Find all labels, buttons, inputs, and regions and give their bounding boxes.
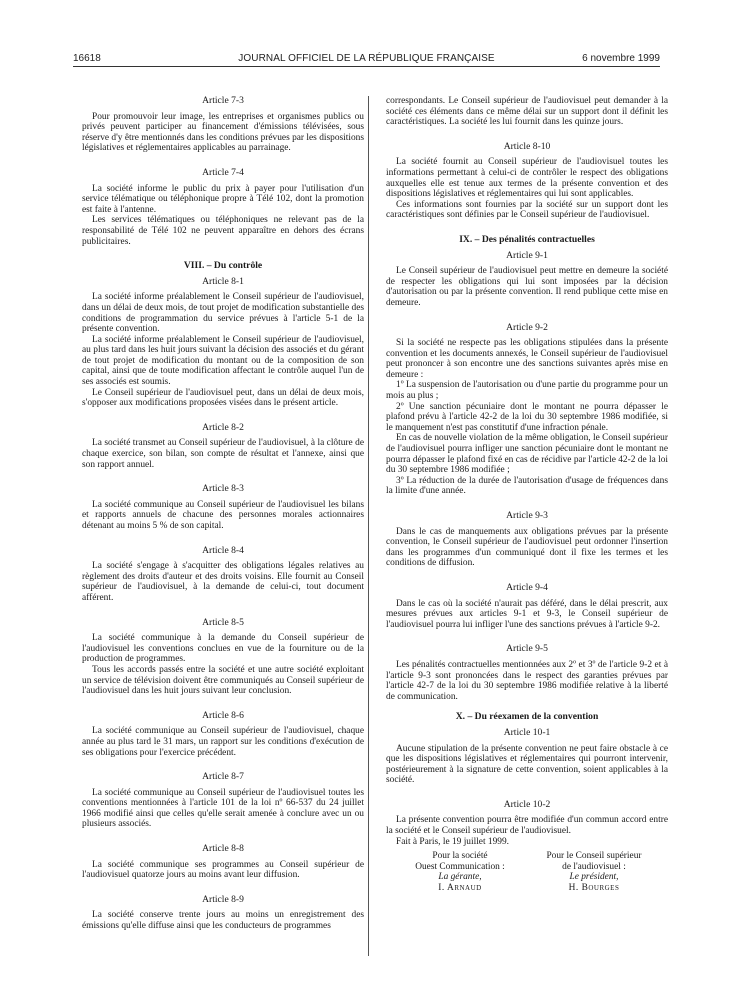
article-9-2-para-4: En cas de nouvelle violation de la même obligation, le Conseil supérieur de l'audiovisuel pourra infliger une sanction pécuniaire dont le montant ne pourra dépasser le plafond fixé en cas de récidive par l'article 42-2 de la loi du 30 septembre 1986 modifiée ; [386,433,668,476]
signing-place-date: Fait à Paris, le 19 juillet 1999. [396,836,510,847]
signature-csa-line-1: Pour le Conseil supérieur [546,851,642,862]
article-9-1-para-1: Le Conseil supérieur de l'audiovisuel peut mettre en demeure la société de respecter les obligations qui lui sont imposées par la décision d'autorisation ou par la présente convention. Il rend publique cette mise en demeure. [386,266,668,308]
article-8-10-para-2: Ces informations sont fournies par la société sur un support dont les caractéristiques sont définies par le Conseil supérieur de l'audiovisuel. [386,199,668,221]
signature-block [386,851,668,893]
article-8-9-para-1: La société conserve trente jours au moins un enregistrement des émissions qu'elle diffuse ainsi que les conducteurs de programmes [82,910,364,932]
article-7-4-para-1: La société informe le public du prix à payer pour l'utilisation d'un service télématique ou téléphonique propre à Télé 102, dont la promotion est faite à l'antenne. [82,183,364,215]
article-9-2-para-1: Si la société ne respecte pas les obligations stipulées dans la présente convention et les documents annexés, le Conseil supérieur de l'audiovisuel peut prononcer à son encontre une des sanctions suivantes après mise en demeure : [386,338,668,380]
article-9-4-title: Article 9-4 [506,581,548,593]
article-9-3-title: Article 9-3 [506,510,548,521]
article-10-2-para-1: La présente convention pourra être modifiée d'un commun accord entre la société et le Conseil supérieur de l'audiovisuel. [386,815,668,837]
article-9-5-title: Article 9-5 [506,643,548,655]
article-8-1-para-2: La société informe préalablement le Conseil supérieur de l'audiovisuel, au plus tard dans les huit jours suivant la décision des associés et du gérant de tout projet de modification du montant ou de la composition de son capital, ainsi que de toute modification affectant le contrôle auquel l'un de ses associés est soumis. [82,334,364,388]
article-9-4-para-1: Dans le cas où la société n'aurait pas déféré, dans le délai prescrit, aux mesures prévues aux articles 9-1 et 9-3, le Conseil supérieur de l'audiovisuel pourra lui infliger l'une des sanctions prévues à l'article 9-2. [386,598,668,630]
article-8-4-title: Article 8-4 [202,544,244,556]
article-8-5-title: Article 8-5 [202,616,244,628]
signature-company-role: La gérante, [438,872,482,883]
article-9-2-para-3: 2º Une sanction pécuniaire dont le montant ne pourra dépasser le plafond prévu à l'article 42-2 de la loi du 30 septembre 1986 modifiée, si le manquement n'est pas constitutif d'une infraction pénale. [386,401,668,433]
article-8-3-title: Article 8-3 [202,483,244,495]
article-7-4-para-2: Les services télématiques ou téléphoniques ne relevant pas de la responsabilité de Télé 102 ne peuvent apparaître en dehors des écrans publicitaires. [82,215,364,247]
continued-paragraph: correspondants. Le Conseil supérieur de l'audiovisuel peut demander à la société ces éléments dans ce même délai sur un support dont il définit les caractéristiques. La société les lui fournit dans les quinze jours. [386,96,668,128]
article-9-1-title: Article 9-1 [506,249,548,261]
article-8-10-para-1: La société fournit au Conseil supérieur de l'audiovisuel toutes les informations permettant à celui-ci de contrôler le respect des obligations auxquelles elle est tenue aux termes de la présente convention et des dispositions législatives et réglementaires qui lui sont applicables. [386,157,668,200]
signature-csa-line-2: de l'audiovisuel : [562,861,626,872]
article-8-1-para-1: La société informe préalablement le Conseil supérieur de l'audiovisuel, dans un délai de deux mois, de tout projet de modification substantielle des conditions de programmation du service prévues à l'article 5-1 de la présente convention. [82,292,364,335]
left-column [82,96,364,932]
article-9-2-title: Article 9-2 [506,321,548,333]
signature-company-line-2: Ouest Communication : [415,861,505,872]
article-10-1-para-1: Aucune stipulation de la présente convention ne peut faire obstacle à ce que les dispositions législatives et réglementaires qui pourront intervenir, postérieurement à la signature de cette convention, soient applicables à la société. [386,743,668,786]
article-8-8-para-1: La société communique ses programmes au Conseil supérieur de l'audiovisuel quatorze jours au moins avant leur diffusion. [82,859,364,881]
article-8-4-para-1: La société s'engage à s'acquitter des obligations légales relatives au règlement des droits d'auteur et des droits voisins. Elle fournit au Conseil supérieur de l'audiovisuel, à la demande de celui-ci, tout document afférent. [82,561,364,603]
column-divider [368,96,369,956]
signature-company-line-1: Pour la société [432,851,488,862]
article-8-5-para-1: La société communique à la demande du Conseil supérieur de l'audiovisuel les conventions conclues en vue de la fourniture ou de la production de programmes. [82,633,364,665]
article-7-3-para-1: Pour promouvoir leur image, les entreprises et organismes publics ou privés peuvent participer au financement d'émissions télévisées, sous réserve d'y être mentionnés dans les conditions prévues par les dispositions législatives et réglementaires applicables au parrainage. [82,111,364,154]
right-column [386,96,668,894]
signature-company [400,851,520,893]
article-10-1-title: Article 10-1 [503,726,551,738]
article-7-4-title: Article 7-4 [202,166,244,178]
signature-csa [534,851,654,893]
article-8-8-title: Article 8-8 [202,843,244,855]
section-9-heading: IX. – Des pénalités contractuelles [459,233,595,245]
article-8-1-title: Article 8-1 [202,275,244,287]
journal-title: JOURNAL OFFICIEL DE LA RÉPUBLIQUE FRANÇAISE [238,53,495,64]
article-9-5-para-1: Les pénalités contractuelles mentionnées aux 2º et 3º de l'article 9-2 et à l'article 9-3 sont prononcées dans le respect des garanties prévues par l'article 42-7 de la loi du 30 septembre 1986 modifiée relative à la liberté de communication. [386,659,668,702]
page-number: 16618 [73,53,101,64]
article-9-2-para-2: 1º La suspension de l'autorisation ou d'une partie du programme pour un mois au plus ; [386,380,668,402]
issue-date: 6 novembre 1999 [582,53,660,64]
section-10-heading: X. – Du réexamen de la convention [455,711,599,723]
article-8-5-para-2: Tous les accords passés entre la société et une autre société exploitant un service de télévision doivent être communiqués au Conseil supérieur de l'audiovisuel dans les huit jours suivant leur conclusion. [82,664,364,697]
article-8-3-para-1: La société communique au Conseil supérieur de l'audiovisuel les bilans et rapports annuels de chacune des personnes morales actionnaires détenant au moins 5 % de son capital. [82,499,364,531]
signature-csa-name: H. Bourges [568,883,620,894]
article-8-2-para-1: La société transmet au Conseil supérieur de l'audiovisuel, à la clôture de chaque exercice, son bilan, son compte de résultat et l'annexe, ainsi que son rapport annuel. [82,438,364,470]
article-8-2-title: Article 8-2 [202,421,244,433]
article-8-10-title: Article 8-10 [503,140,551,152]
article-9-2-para-5: 3º La réduction de la durée de l'autorisation d'usage de fréquences dans la limite d'une année. [386,475,668,497]
article-8-7-para-1: La société communique au Conseil supérieur de l'audiovisuel toutes les conventions mentionnées à l'article 101 de la loi nº 66-537 du 24 juillet 1966 modifié ainsi que celles qu'elle serait amenée à conclure avec un ou plusieurs associés. [82,787,364,830]
article-8-6-para-1: La société communique au Conseil supérieur de l'audiovisuel, chaque année au plus tard le 31 mars, un rapport sur les conditions d'exécution de ses obligations pour l'exercice précédent. [82,726,364,758]
article-8-6-title: Article 8-6 [202,709,244,721]
signature-company-name: I. Arnaud [438,883,482,894]
section-8-heading: VIII. – Du contrôle [183,260,263,272]
signature-csa-role: Le président, [569,872,619,883]
article-8-9-title: Article 8-9 [202,893,244,905]
article-9-3-para-1: Dans le cas de manquements aux obligations prévues par la présente convention, le Conseil supérieur de l'audiovisuel peut ordonner l'insertion dans les programmes d'un communiqué dont il fixe les termes et les conditions de diffusion. [386,526,668,569]
article-8-7-title: Article 8-7 [202,771,244,783]
header-rule [73,66,660,67]
article-8-1-para-3: Le Conseil supérieur de l'audiovisuel peut, dans un délai de deux mois, s'opposer aux modifications proposées visées dans le présent article. [82,387,364,409]
article-10-2-title: Article 10-2 [503,798,551,810]
article-7-3-title: Article 7-3 [202,95,244,106]
